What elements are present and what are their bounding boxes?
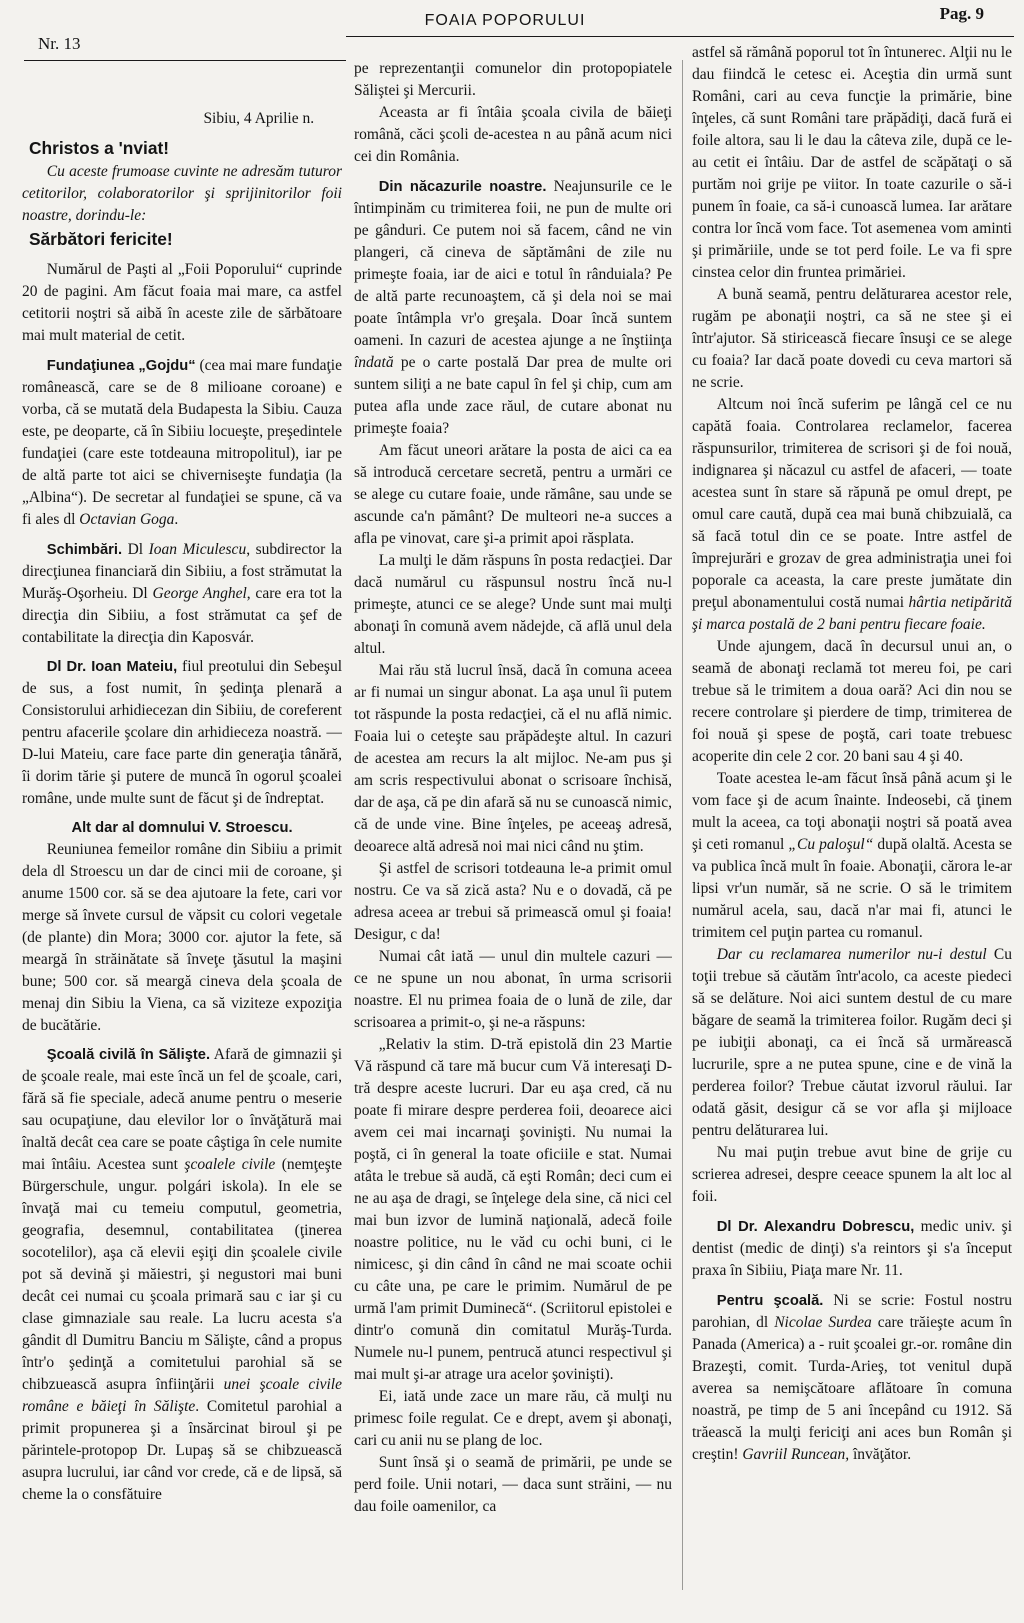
paragraph: Sunt însă şi o seamă de primării, pe unde se perd foile. Unii notari, — daca sunt străini, — nu dau foile oamenilor, ca [354,1453,672,1515]
article-text: Ni se scrie: Fostul nostru parohian, dl [692,1291,1012,1331]
article-text: Neajunsurile ce le întimpinăm cu trimiterea foii, ne pun de multe ori pe gânduri. Ce putem noi să facem, când ne vin plangeri, că cineva de săptămâni de zile nu primeşte foaia, iar de aici e totul în rânduiala? Pe de altă parte recunoaştem, că şi dela noi se mai poate întâmpla vr'o greşala. Doar încă suntem oameni. In cazuri de acestea ajunge a ne înştiinţa [354,177,672,349]
article-text: Toate acestea le-am făcut însă până acum şi le vom face şi de acum înainte. Indeosebi, că ţinem mult la aceea, ca toţi abonaţii noştri să poată avea şi ceti romanul [692,770,1012,853]
paragraph: Şi astfel de scrisori totdeauna le-a primit omul nostru. Ce va să zică asta? Nu e o dovadă, că pe adresa aceea ar trebui să primească omul şi foaia! Desigur, c da! [354,859,672,943]
person-name: Nicolae Surdea [774,1313,872,1331]
article-text: Afară de gimnazii şi de şcoale reale, mai este încă un fel de şcoale, cari, fără să fie speciale, adecă anume pentru o meserie sau ocupaţiune, dau elevilor lor o învăţătură mai înaltă decât cea care se poate câştiga în cele numite mai întâiu. Acestea sunt [22,1046,342,1174]
page-number: Pag. 9 [939,4,984,23]
article-text: , care era tot la direcţia din Sibiiu, a fost strămutat ca şef de contabilitate la direcţia din Kaposvár. [22,584,342,646]
emphasis-text: şcoalele civile [184,1156,276,1174]
article-gojdu [22,355,342,531]
article-mateiu [22,656,342,810]
header-rule-right [346,36,1014,37]
paragraph: astfel să rămână poporul tot în întunerec. Alţii nu le dau fiindcă le cetesc ei. Aceştia din urmă sunt Români, cari au ceva funcţie la primărie, bine înţeles, că sunt Români tare prăpădiţi, dacă fură ei foile altora, sau li le dau la câteva zile, după ce le-au cetit ei întâiu. Dar de astfel de scăpătaţi o să purtăm noi grije pe viitor. In toate cazurile o să-i punem în foaie, ca să-i cunoască lumea. Iar arătare contra lor încă vom face. Tot asemenea vom aminti şi primăriile, unde se tot perd foile. Le va fi spre cinstea celor din fruntea primăriei. [692,44,1012,281]
article-stroescu: Reuniunea femeilor române din Sibiiu a primit dela dl Stroescu un dar de cinci mii de coroane, şi anume 1500 cor. să se dea ajutoare la fete, cari vor merge să învete cursul de văpsit cu colori vegetale (de plante) din Mora; 3000 cor. ajutor la fete, să meargă în străinătate să înveţe ţăsutul la maşini bune; 500 cor. să meargă cineva dela şcoala de menaj din Sibiu la Viena, ca să viziteze expoziţia de bucătărie. [22,840,342,1034]
paragraph: Numai cât iată — unul din multele cazuri — ce ne spune un nou abonat, în urma scrisorii noastre. El nu primea foaia de o lună de zile, dar scrisoarea a primit-o, şi ne-a răspuns: [354,947,672,1031]
paragraph: La mulţi le dăm răspuns în posta redacţiei. Dar dacă numărul cu răspunsul nostru încă nu-l primeşte, atunci ce se alege? Unde sunt mai mulţi abonaţi în comună avem nădejde, că află unul dela altul. [354,551,672,657]
article-text: care trăieşte acum în Panada (America) a - ruit şcoalei gr.-or. române din Brazeşti, comit. Turda-Arieş, tot venitul după averea sa nemişcătoare aflătoare în comuna noastră, pe timp de 5 ani începând cu 1912. Să trăească la mulţi fericiţi ani aces bun Român şi creştin! [692,1313,1012,1463]
emphasis-text: Dar cu reclamarea numerilor nu-i destul [716,946,987,963]
paragraph: A bună seamă, pentru delăturarea acestor rele, rugăm pe abonaţii noştri, ca să ne stee şi ei într'ajutor. Să stiricească fiecare însuşi ce se alege cu foaia? Iar dacă poate dovedi cu ceva martori să ne scrie. [692,286,1012,391]
article-text: . [174,510,179,528]
article-text: pe o carte postală Dar prea de multe ori suntem siliţi a ne bate capul în fel şi chip, cum am putea afla unde zace răul, de cutare abonat nu primeşte foaia? [354,353,672,437]
article-lead: Dl Dr. Alexandru Dobrescu, [716,1218,915,1235]
article-text: după olaltă. Acesta se va publica încă mult în foaie. Abonaţii, cărora le-ar lipsi vr'un număr, să ne scrie. O să le trimitem numărul acela, sau, dacă n'ar mai fi, atunci le trimitem cel puţin partea cu romanul. [692,836,1012,941]
article-text: . Comitetul parohial a primit propunerea şi a însărcinat biroul şi pe părintele-protopop Dr. Lupaş să se chibzuească asupra lucrului, iar când vor crede, că e de lipsă, să cheme la o consfătuire [22,1398,342,1504]
novel-title: „Cu paloşul“ [788,836,874,853]
signature-name: Gavriil Runcean, [742,1445,850,1463]
article-text: (cea mai mare fundaţie românească, care se de 8 milioane coroane) e vorba, că se mutată dela Budapesta la Sibiu. Cauza este, pe deoparte, că în Sibiiu locueşte, preşedintele fundaţiei (care este totdeauna mitropolitul), iar pe de altă parte tot aici se chiverniseşte fundaţia (la „Albina“). De secretar al fundaţiei se spune, că va fi ales dl [22,356,342,528]
paragraph [692,944,1012,1142]
column-1 [22,108,342,1596]
quoted-letter: „Relativ la stim. D-tră epistolă din 23 Martie Vă răspund că tare mă bucur cum Vă interesaţi D-tră despre aceste lucruri. Dar eu aşa cred, că nu poate fi mirare despre perderea foii, deoarece aici avem cei mai incarnaţi şovinişti. Nu numai la poştă, ci în general la toate oficiile e stat. Numai atâta le trebue să audă, că eşti Român; deci cum ei ne au aşa de dragi, se înţelege dela sine, că nici cel mai bun izvor de lumină naţională, adecă foile noastre politice, nu le văd cu ochi buni, ci le nimicesc, şi din când în când ne mai scoate ochii cu câte una, pe care le primim. Numărul de pe urmă l'am primit Duminecă“. (Scriitorul epistolei e dintr'o comună din comitatul Murăş-Turda. Numele nu-l punem, pentrucă atunci respectivul şi mai mult şi-ar atrage ura acelor şovinişti). [354,1035,672,1383]
dateline: Sibiu, 4 Aprilie n. [203,110,315,127]
paragraph: Mai rău stă lucrul însă, dacă în comuna aceea ar fi numai un singur abonat. La aşa unul îi putem tot răspunde la posta redacţiei, că el nu află nimic. Foaia lui o ceteşte sau prăpădeşte altul. In cazuri de acestea am recurs la alt mijloc. Ne-am pus şi am scris respectivului abonat o scrisoare închisă, dar de aşa, că pe din afară să nu se cunoască nimic, că de unde vine. Bine înţeles, pe aceeaş adresă, deoarece altă adresă noi mai nici când nu ştim. [354,661,672,855]
article-text: Altcum noi încă suferim pe lângă cel ce nu capătă foaia. Controlarea reclamelor, facerea răspunsurilor, trimiterea de scrisori şi de foi nouă, indignarea şi năcazul cu astfel de afaceri, — toate acestea sunt în stare să răpună pe omul drept, pe omul care caută, după cea mai bună chibzuială, ca să facă totul din ce se poate. Intre astfel de împrejurări e grozav de grea administraţia unei foi poporale ca aceasta, la care preste jumătate din preţul abonamentului costă numai [692,396,1012,611]
article-text: Cu toţii trebue să căutăm într'acolo, ca aceste piedeci să se delăture. Noi aici suntem destul de cu mare băgare de seamă la trimiterea foilor. Rugăm deci şi pe iubiţii abonaţi, ca ei încă să urmărească lucrurile, spre a ne putea spune, cine e de vină la perderea foilor? Trebue căutat izvorul răului. Iar odată găsit, desigur că se vor afla şi mijloace pentru delăturarea lui. [692,946,1012,1139]
paragraph [692,768,1012,944]
article-troubles [354,176,672,440]
article-text: Dl [122,540,149,558]
header-rule-left [24,60,346,61]
person-name: Ioan Miculescu [148,540,247,558]
article-continuation: Aceasta ar fi întâia şcoala civila de băieţi română, căci şcoli de-acestea n au până acum nici cei din România. [354,104,672,165]
paragraph: Am făcut uneori arătare la posta de aici ca ea să introducă cercetare secretă, pentru a urmări ce se alege cu cutare foaie, unde rămâne, sau unde se ascunde ca'n pământ? De multeori ne-a succes a afla pe vinovat, care şi-a primit apoi răsplata. [354,441,672,547]
article-easter-issue: Numărul de Paşti al „Foii Poporului“ cuprinde 20 de pagini. Am făcut foaia mai mare, ca astfel cetitorii noştri să aibă în aceste zile de sărbătoare mai mult material de cetit. [22,261,342,345]
article-text: învăţător. [849,1445,912,1463]
article-lead: Din năcazurile noastre. [378,178,547,195]
column-3 [692,42,1012,1598]
article-continuation: pe reprezentanţii comunelor din protopopiatele Săliştei şi Mercurii. [354,60,672,99]
article-school-saliste [22,1044,342,1506]
article-for-school [692,1290,1012,1466]
article-text: fiul preotului din Sebeşul de sus, a fost numit, în şedinţa plenară a Consistorului arhidiecezan din Sibiiu, de coreferent pentru afacerile şcolare din arhidieceza noastră. — D-lui Mateiu, care face parte din generaţia tânără, îi dorim tărie şi putere de muncă în ogorul şcoalei române, unde multe sunt de făcut şi de îndreptat. [22,658,342,808]
emphasis-text: unei şcoale civile române e băieţi în Sălişte [22,1376,342,1416]
person-name: George Anghel [152,584,247,602]
article-lead: Şcoală civilă în Sălişte. [46,1047,211,1064]
article-changes [22,539,342,649]
column-divider [682,60,683,1590]
easter-greeting-title: Christos a 'nviat! [28,138,170,159]
article-text: (nemţeşte Bürgerschule, ungur. polgári iskola). In ele se învaţă mai cu temeiu computul, geometria, geografia, desemnul, contabilitatea (ţinerea socotelilor), aşa că elevii eşiţi din şcoalele civile pot să devină şi măiestri, şi negustori mai buni decât cei numai cu şcoala primară sau c iar şi cu clase gimnaziale sau reale. La lucru acesta s'a gândit dl Dumitru Banciu m Sălişte, când a propus într'o şedinţă a comitetului parohial să se chibzuească asupra înfiinţării [22,1156,342,1394]
article-lead: Pentru şcoală. [716,1292,824,1309]
issue-number: Nr. 13 [38,34,81,53]
paragraph [692,394,1012,636]
greeting-text: Cu aceste frumoase cuvinte ne adresăm tuturor cetitorilor, colaboratorilor şi sprijinitorilor foii noastre, dorindu-le: [22,162,342,224]
article-text: , subdirector la direcţiunea financiară din Sibiiu, a fost strămutat la Murăş-Oşorheiu. Dl [22,540,342,602]
article-text: medic univ. şi dentist (medic de dinţi) s'a reintors şi s'a început praxa în Sibiiu, Piaţa mare Nr. 11. [692,1217,1012,1279]
greeting-wish: Sărbători fericite! [28,228,173,249]
article-lead: Dl Dr. Ioan Mateiu, [46,659,178,676]
article-lead: Schimbări. [46,541,123,558]
paragraph: Unde ajungem, dacă în decursul unui an, o seamă de abonaţi reclamă tot mereu foi, pe cari trebue să le trimitem a doua oară? Aci din nou se recere controlare şi pierdere de timp, trimiterea de foi nouă şi spese de poştă, cari toate trebuesc acoperite din cele 2 cor. 20 bani sau 4 şi 40. [692,638,1012,765]
emphasis-text: îndată [354,353,394,371]
paragraph: Ei, iată unde zace un mare rău, că mulţi nu primesc foile regulat. Ce e drept, avem şi abonaţi, cari cu anii nu se plang de loc. [354,1387,672,1449]
paragraph: Nu mai puţin trebue avut bine de grije cu scrierea adresei, despre ceeace spunem la alt loc al foii. [692,1144,1012,1205]
article-lead: Fundaţiunea „Gojdu“ [46,357,196,374]
person-name: Octavian Goga [79,510,175,528]
newspaper-title: FOAIA POPORULUI [424,12,586,29]
article-heading: Alt dar al domnului V. Stroescu. [71,819,293,836]
article-dobrescu [692,1216,1012,1282]
column-2 [354,58,672,1598]
emphasis-text: hârtia netipărită şi marca postală de 2 bani pentru fiecare foaie. [692,594,1012,633]
